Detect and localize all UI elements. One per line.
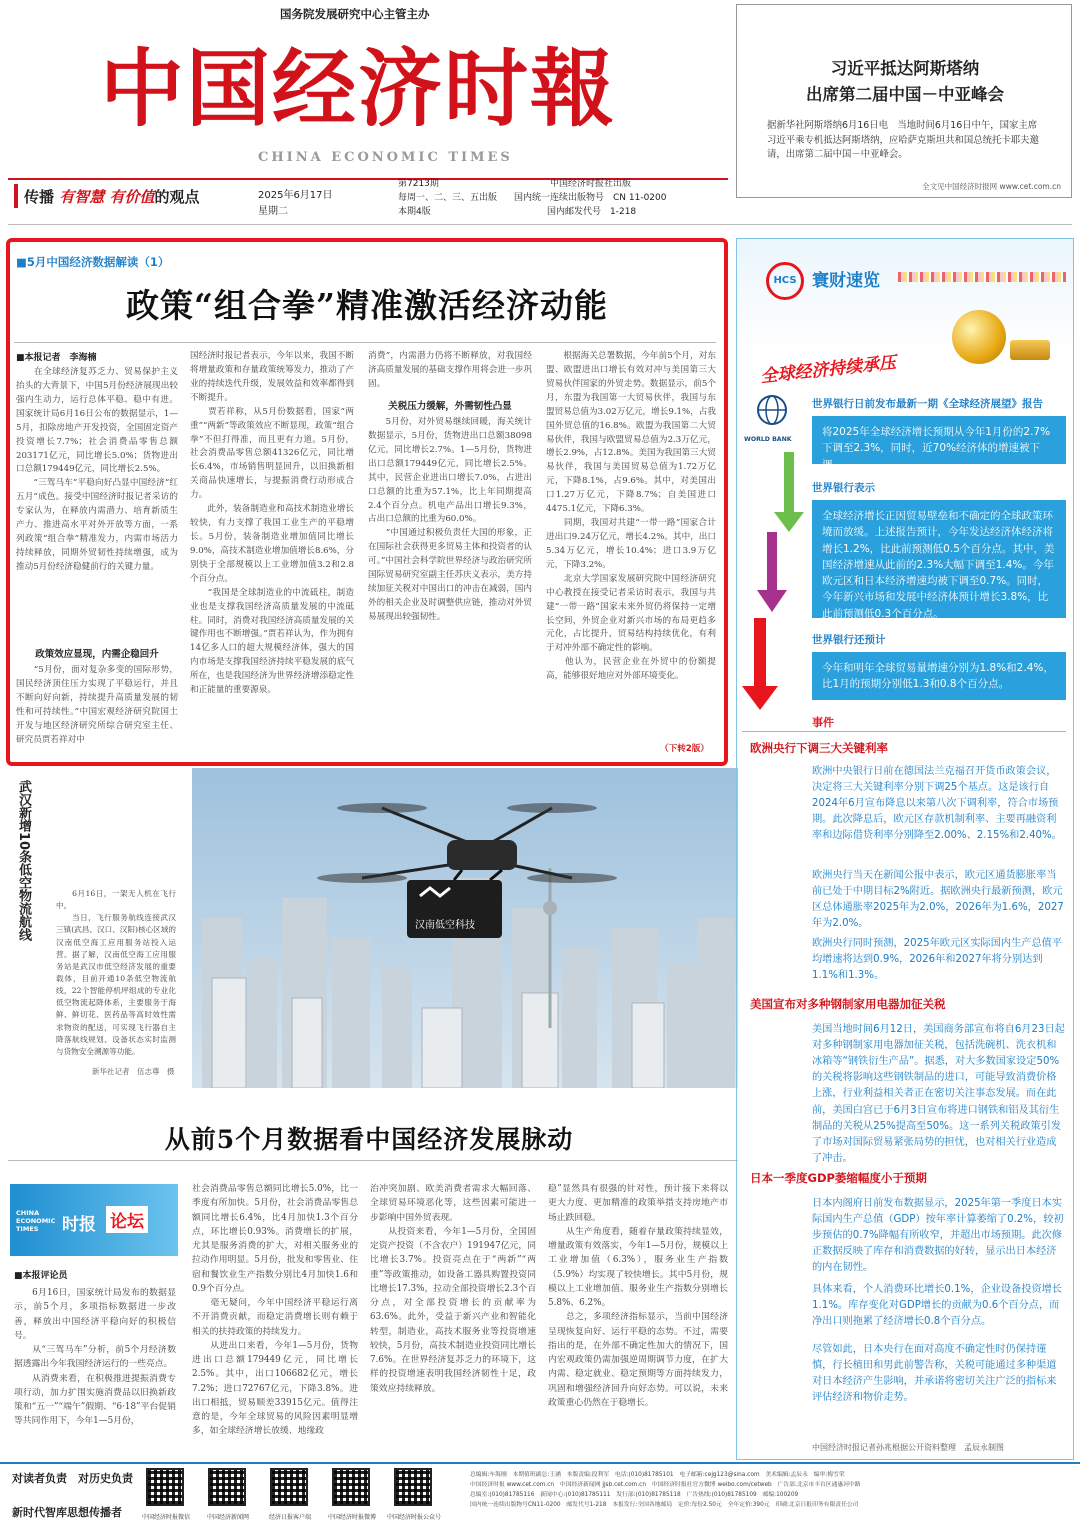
cn-number: 国内统一连续出版物号 CN 11-0200 [514,192,667,203]
qr-code-5[interactable] [394,1468,432,1506]
event-2-p1: 美国当地时间6月12日，美国商务部宣布将自6月23日起对多种钢制家用电器加征关税，包括洗碗机、洗衣机和冰箱等“钢铁衍生产品”。据悉，对大多数国家设定50%的关税将影响这些钢铁制品的进口，可能导致消费价格上涨，行业利益相关者正在密切关注事态发展。而在此前，美国白宫已于6月3日宣布将进口钢铁和铝及其衍生制品的关税从25%提高至50%。这一系列关税政策引发了市场对国际贸易紧张局势的担忧，也对相关行业造成了冲击。 [812,1024,1065,1164]
event-2-head: 美国宣布对多种钢制家用电器加征关税 [750,997,946,1011]
photo-caption: 6月16日，一架无人机在飞行中。 当日，飞行服务航线连接武汉三镇(武昌、汉口、汉阳)核心区域的汉南低空海工应用服务站投入运营。据了解，汉南低空海工应用服务站是武汉市低空经济发展的重要载体，目前开通10条低空物流航线，22个智能停机坪组成的专业化低空物流起降体系，主要服务于海鲜、鲜切花、医药品等高时效性需求物资的配送，可实现飞行器自主降落航线规划、设备状态实时监测与货物安全溯源等功能。 [56,889,176,1056]
qr-label-3: 经济日报客户端 [268,1514,311,1521]
sidebar-section-3-title: 世界银行还预计 [812,634,886,646]
lead-subhead-1: 政策效应显现，内需企稳回升 [35,649,159,660]
sidebar-section-3-box: 今年和明年全球贸易量增速分别为1.8%和2.4%，比1月的预期分别低1.3和0.8个百分点。 [812,652,1066,700]
top-news-link[interactable]: 全文见中国经济时报网 www.cet.com.cn [922,182,1061,191]
drone-label: 汉南低空科技 [415,920,475,931]
issue-number: 第7213期 [398,179,439,189]
forum-tag-english: CHINA ECONOMIC TIMES [16,1209,56,1233]
forum-column-4: 稳”显然具有很强的针对性，预计接下来将以更大力度、更加精准的政策举措支持房地产市场止跌回稳。 从生产角度看，随着存量政策持续显效，增量政策有效落实，今年1—5月份，规模以上工业增加值（6.3%），服务业生产指数（5.9%）均实现了较快增长。其中5月份，规模以上工业增加值、服务业生产指数分别增长5.8%、6.2%。 总之，多项经济指标显示，当前中国经济呈现恢复向好、运行平稳的态势。不过，需要指出的是，在外部不确定性加大的情况下，国内宏观政策仍需加强逆周期调节力度，在扩大内需、稳定就业、稳定预期等方面持续发力，巩固和增强经济回升向好态势。可以说，未来政策重心仍然在于稳增长。 [548,1184,728,1408]
masthead-english: CHINA ECONOMIC TIMES [258,150,513,165]
sidebar-section-2-box: 全球经济增长正因贸易壁垒和不确定的全球政策环境而放缓。上述报告预计，今年发达经济体经济将增长1.2%，比此前预测低0.5个百分点。其中，美国经济增速从此前的2.3%大幅下调至1.4%。今年欧元区和日本经济增速均被下调至0.7%。同时，今年新兴市场和发展中经济体预计增长3.8%，比此前预测低0.3个百分点。 [812,500,1066,618]
lead-column-3b: 5月份，对外贸易继续回暖，海关统计数据显示，5月份，货物进出口总额38098亿元，同比增长2.7%。1—5月份，货物进出口总额179449亿元，同比增长2.5%。其中，民营企业进出口增长7.0%，占进出口总额的比重为57.1%，比上年同期提高2.4个百分点。机电产品出口增长9.3%，占出口总额的比重为60.0%。 “中国通过积极负责任大国的形象，正在国际社会获得更多贸易主体和投资者的认可。”中国社会科学院世界经济与政治研究所国际贸易研究室副主任苏庆义表示，美方持续加征关税对中国出口的冲击在减弱，国内外的相关企业及时调整供应链，推动对外贸易展现出较强韧性。 [368,417,532,622]
sidebar-decoration [898,272,1066,282]
issue-pages: 本期4版 [398,206,431,217]
event-3-p3: 尽管如此，日本央行在面对高度不确定性时仍保持谨慎，行长植田和男此前警告称，关税可能通过多种渠道对日本经济产生影响，并承诺将密切关注广泛的指标来评估经济和物价走势。 [812,1344,1057,1404]
event-3-p2: 具体来看，个人消费环比增长0.1%，企业设备投资增长1.1%。库存变化对GDP增长的贡献为0.6个百分点，而净出口则拖累了经济增长0.8个百分点。 [812,1284,1063,1328]
footer-rule [0,1462,1080,1464]
qr-label-4: 中国经济时报微博 [327,1514,376,1521]
qr-label-5: 中国经济时报公众号 [386,1514,441,1521]
top-news-body: 据新华社阿斯塔纳6月16日电 当地时间6月16日中午，国家主席习近平乘专机抵达阿斯塔纳，应哈萨克斯坦共和国总统托卡耶夫邀请，出席第二届中国－中亚峰会。 [767,120,1039,161]
lead-rule [14,342,716,343]
slogan-word-1: 有智慧 [59,188,105,206]
footer-line-1: 总编辑:车海刚 本期值班副总:王涵 本版责编:段利军 电话:(010)81785101 电子邮箱:cejg123@sina.com 美术编辑:孟辰永 编审:梅雪荣 [470,1472,845,1478]
sidebar-section-1-title: 世界银行日前发布最新一期《全球经济展望》报告 [812,398,1043,410]
lead-column-2: 国经济时报记者表示，今年以来，我国不断将增量政策和存量政策统筹发力，推动了产业的持续迭代升级，发展效益和效率都得到不断提升。 贾若祥称，从5月份数据看，国家“两重”“两新”等政策效应不断显现，政策“组合拳”不但打得准，而且更有力道。5月份，社会消费品零售总额41326亿元，同比增长6.4%，市场销售明显回升，以旧换新相关商品快速增长，与提振消费行动形成合力。 此外，装备制造业和高技术制造业增长较快，有力支撑了我国工业生产的平稳增长。5月份，装备制造业增加值同比增长9.0%，高技术制造业增加值增长8.6%，分别快于全部规模以上工业增加值3.2和2.8个百分点。 “我国是全球制造业的中流砥柱，制造业也是支撑我国经济高质量发展的中流砥柱。同时，消费对我国经济高质量发展的关键作用也不断增强。”贾若祥认为，作为拥有14亿多人口的超大规模经济体，强大的国内市场是支撑我国经济持续平稳发展的底气所在，也是我国经济为世界经济增添稳定性和正能量的重要源泉。 [190,351,354,696]
slogan-word-2: 有价值 [109,188,155,206]
event-1-head: 欧洲央行下调三大关键利率 [750,741,888,755]
top-news-box [736,4,1072,198]
header-divider [8,224,1072,225]
sidebar-credit: 中国经济时报记者孙兆根据公开资料整理 孟辰永制图 [812,1443,1004,1452]
issue-weekday: 星期二 [258,206,288,217]
slogan-bar [14,184,18,208]
qr-code-2[interactable] [208,1468,246,1506]
footer-imprint [470,1470,1074,1511]
lead-column-4: 根据海关总署数据，今年前5个月，对东盟、欧盟进出口增长有效对冲与美国第三大贸易伙伴国家的外贸走势。数据显示，前5个月，东盟为我国第一大贸易伙伴，我国与东盟贸易总值为3.02万亿元，增长9.1%，占我国外贸总值的16.8%。欧盟为我国第二大贸易伙伴，我国与欧盟贸易总值为2.3万亿元，增长2.9%，占12.8%。美国为我国第三大贸易伙伴，我国与美国贸易总值为1.72万亿元，下降8.1%，占9.6%。其中，对美国出口1.27万亿元，下降8.7%；自美国进口4475.1亿元，下降6.3%。 同期，我国对共建“一带一路”国家合计进出口9.24万亿元，增长4.2%。其中，出口5.34万亿元，增长10.4%；进口3.9万亿元，下降3.2%。 北京大学国家发展研究院中国经济研究中心教授在接受记者采访时表示，我国与共建“一带一路”国家未来外贸仍将保持一定增长空间，外贸企业对新兴市场的布局更趋多元化，占比提升，贸易结构持续优化，有利于对冲外部不确定性的影响。 他认为，民营企业在外贸中的份额提高，能够很好地应对外部环境变化。 [546,351,716,682]
slogan-prefix: 传播 [24,188,55,206]
event-1-p1: 欧洲中央银行日前在德国法兰克福召开货币政策会议，决定将三大关键利率分别下调25个基点。这是该行自2024年6月宣布降息以来第八次下调利率，符合市场预期。此次降息后，欧元区存款机制利率、主要再融资利率和边际借贷利率分别降至2.00%、2.15%和2.40%。 [812,766,1062,842]
lower-headline: 从前5个月数据看中国经济发展脉动 [164,1125,574,1154]
issue-info [398,178,497,220]
sidebar-section-2-title: 世界银行表示 [812,482,875,494]
top-news-title-1: 习近平抵达阿斯塔纳 [830,59,980,78]
forum-tag-label-2: 论坛 [106,1206,148,1233]
sidebar-banner: 全球经济持续承压 [759,352,897,388]
events-rule [742,731,1066,732]
publisher: 中国经济时报社出版 [550,179,632,189]
qr-code-1[interactable] [146,1468,184,1506]
slogan-suffix: 的观点 [154,188,200,206]
qr-code-3[interactable] [270,1468,308,1506]
footer-line-2: 中国经济时报 www.cet.com.cn 中国经济新闻网 jjsb.cet.com.cn 中国经济时报社官方微博 weibo.com/cetweb 广告部:北京市丰台区通惠河中路 [470,1482,861,1489]
lead-column-1b: “5月份，面对复杂多变的国际形势，国民经济顶住压力实现了平稳运行，并且不断向好向新，持续提升高质量发展的韧性和可持续性。”中国宏观经济研究院国土开发与地区经济研究所综合研究室主任、研究员贾若祥对中 [16,665,178,745]
event-3-p1: 日本内阁府日前发布数据显示，2025年第一季度日本实际国内生产总值（GDP）按年率计算萎缩了0.2%，较初步预估的0.7%降幅有所收窄，并超出市场预期。此次修正数据反映了库存和消费数据的好转，显示出日本经济的内在韧性。 [812,1198,1064,1274]
slogan [24,186,200,207]
events-label: 事件 [812,716,834,729]
event-3-head: 日本一季度GDP萎缩幅度小于预期 [750,1171,927,1185]
purple-down-arrow-icon [757,532,787,612]
world-bank-label: WORLD BANK [744,436,792,443]
lead-column-3: 消费”，内需潜力仍将不断释放，对我国经济高质量发展的基础支撑作用将会进一步巩固。 [368,351,532,389]
forum-byline: ■本报评论员 [14,1271,68,1281]
lead-headline: 政策“组合拳”精准激活经济动能 [126,286,608,325]
issue-date: 2025年6月17日 [258,190,333,201]
lead-continued[interactable]: （下转2版） [660,744,709,754]
footer-line-3: 总编室:(010)81785116 新闻中心:(010)81785111 发行部:(010)81785118 广告热线:(010)81785109 邮编:100209 [470,1492,799,1499]
event-1-p2: 欧洲央行当天在新闻公报中表示，欧元区通货膨胀率当前已处于中期目标2%附近。据欧洲央行最新预测，欧元区总体通胀率2025年为2.0%，2026年为1.6%，2027年为2.0%。 [812,870,1064,930]
sidebar-column-name: 寰财速览 [812,271,880,291]
issue-schedule: 每周一、二、三、五出版 [398,192,498,203]
forum-column-2: 社会消费品零售总额同比增长5.0%，比一季度有所加快。5月份，社会消费品零售总额同比增长6.4%，比4月加快1.3个百分点，环比增长0.93%。消费增长的扩展，尤其是服务消费的扩大，对相关服务业的拉动作用明显。5月份，批发和零售业、住宿和餐饮业生产指数分别比4月加快1.6和0.9个百分点。 毫无疑问，今年中国经济平稳运行离不开消费贡献，而稳定消费增长则有赖于相关的扶持政策的持续发力。 从进出口来看，今年1—5月份，货物进出口总额179449亿元，同比增长2.5%。其中，出口106682亿元，增长7.2%；进口72767亿元，下降3.8%。进出口相抵，贸易顺差33915亿元。值得注意的是，今年全球贸易的风险因素明显增多，如全球经济增长放缓、地缘政 [192,1184,358,1437]
forum-tag-box [10,1184,178,1256]
qr-label-1: 中国经济时报微信 [141,1514,190,1521]
sponsor-line: 国务院发展研究中心主管主办 [280,7,430,21]
green-down-arrow-icon [774,452,804,532]
footer-line-4: 国内统一连续出版物号CN11-0200 邮发代号1-218 本报发行:全国各地邮局 定价:每份2.50元 全年定价:390元 印刷:北京日报印务有限责任公司 [470,1502,859,1509]
world-bank-logo-icon [758,396,786,424]
sidebar-section-1-box: 将2025年全球经济增长预期从今年1月份的2.7%下调至2.3%，同时，近70%经济体的增速被下调。 [812,416,1066,464]
lead-kicker: ■5月中国经济数据解读（1） [16,255,170,269]
photo-credit: 新华社记者 伍志尊 摄 [92,1067,175,1076]
lower-rule [8,1160,738,1161]
globe-icon [952,310,1006,364]
drone-photo [192,768,738,1088]
event-1-p3: 欧洲央行同时预测，2025年欧元区实际国内生产总值平均增速将达到0.9%，2026年和2027年将分别达到1.1%和1.3%。 [812,938,1063,982]
drone-city-image [192,768,738,1088]
forum-tag-label: 时报 [62,1215,96,1235]
photo-vertical-title: 武汉新增10条低空物流航线 [16,780,31,942]
top-news-title-2: 出席第二届中国－中亚峰会 [806,85,1004,104]
forum-column-3: 治冲突加剧、欧美消费者需求大幅回落、全球贸易环境恶化等，这些因素可能进一步影响中国外贸表现。 从投资来看，今年1—5月份，全国固定资产投资（不含农户）191947亿元，同比增长3.7%。投资亮点在于“两新”“两重”等政策推动，如设备工器具购置投资同比增长17.3%，拉动全部投资增长2.3个百分点，对全部投资增长的贡献率为63.6%。此外，受益于新兴产业和智能化转型，制造业，高技术服务业等投资增速较快，5月份，高技术制造业投资同比增长7.6%。在世界经济复苏乏力的环境下，这样的投资增速表明我国经济韧性十足，政策效应持续释放。 [370,1184,536,1394]
footer-slogan-2: 新时代智库思想传播者 [12,1506,122,1519]
forum-column-1: 6月16日，国家统计局发布的数据显示，前5个月，多项指标数据进一步改善，释放出中国经济平稳向好的积极信号。 从“三驾马车”分析，前5个月经济数据透露出今年我国经济运行的一些亮点。 从消费来看，在积极推进提振消费专项行动，加力扩围实施消费品以旧换新政策和“五一”“端午”假期、“6·18”平台促销等共同作用下，今年1—5月份， [14,1288,176,1427]
hcs-logo: HCS [766,262,804,300]
red-down-arrow-icon [742,618,778,710]
gold-bars-icon [1010,340,1050,360]
lead-subhead-2: 关税压力缓解，外需韧性凸显 [388,401,512,412]
publication-info [514,178,666,220]
qr-code-4[interactable] [332,1468,370,1506]
footer-slogan-1: 对读者负责 对历史负责 [12,1472,133,1485]
qr-label-2: 中国经济新闻网 [206,1514,249,1521]
lead-column-1: 在全球经济复苏乏力、贸易保护主义抬头的大背景下，中国5月份经济展现出较强内生动力，运行总体平稳、稳中有进。国家统计局6月16日公布的数据显示，1—5月，扣除房地产开发投资，全国固定资产投资增长7.7%；社会消费品零售总额203171亿元，同比增长5.0%；货物进出口总额179449亿元，同比增长2.5%。 “三驾马车”平稳向好凸显中国经济“红五月”成色。接受中国经济时报记者采访的专家认为，在释放内需潜力、培育新质生产力、推进高水平对外开放等方面，一系列政策“组合拳”精准发力，内需市场活力持续释放，同期外贸韧性持续增强，成为推动5月份经济稳健前行的关键力量。 [16,367,178,572]
masthead-title: 中国经济时報 [100,39,617,138]
lead-byline: ■本报记者 李海楠 [16,353,97,363]
postal-code: 国内邮发代号 1-218 [547,206,637,217]
